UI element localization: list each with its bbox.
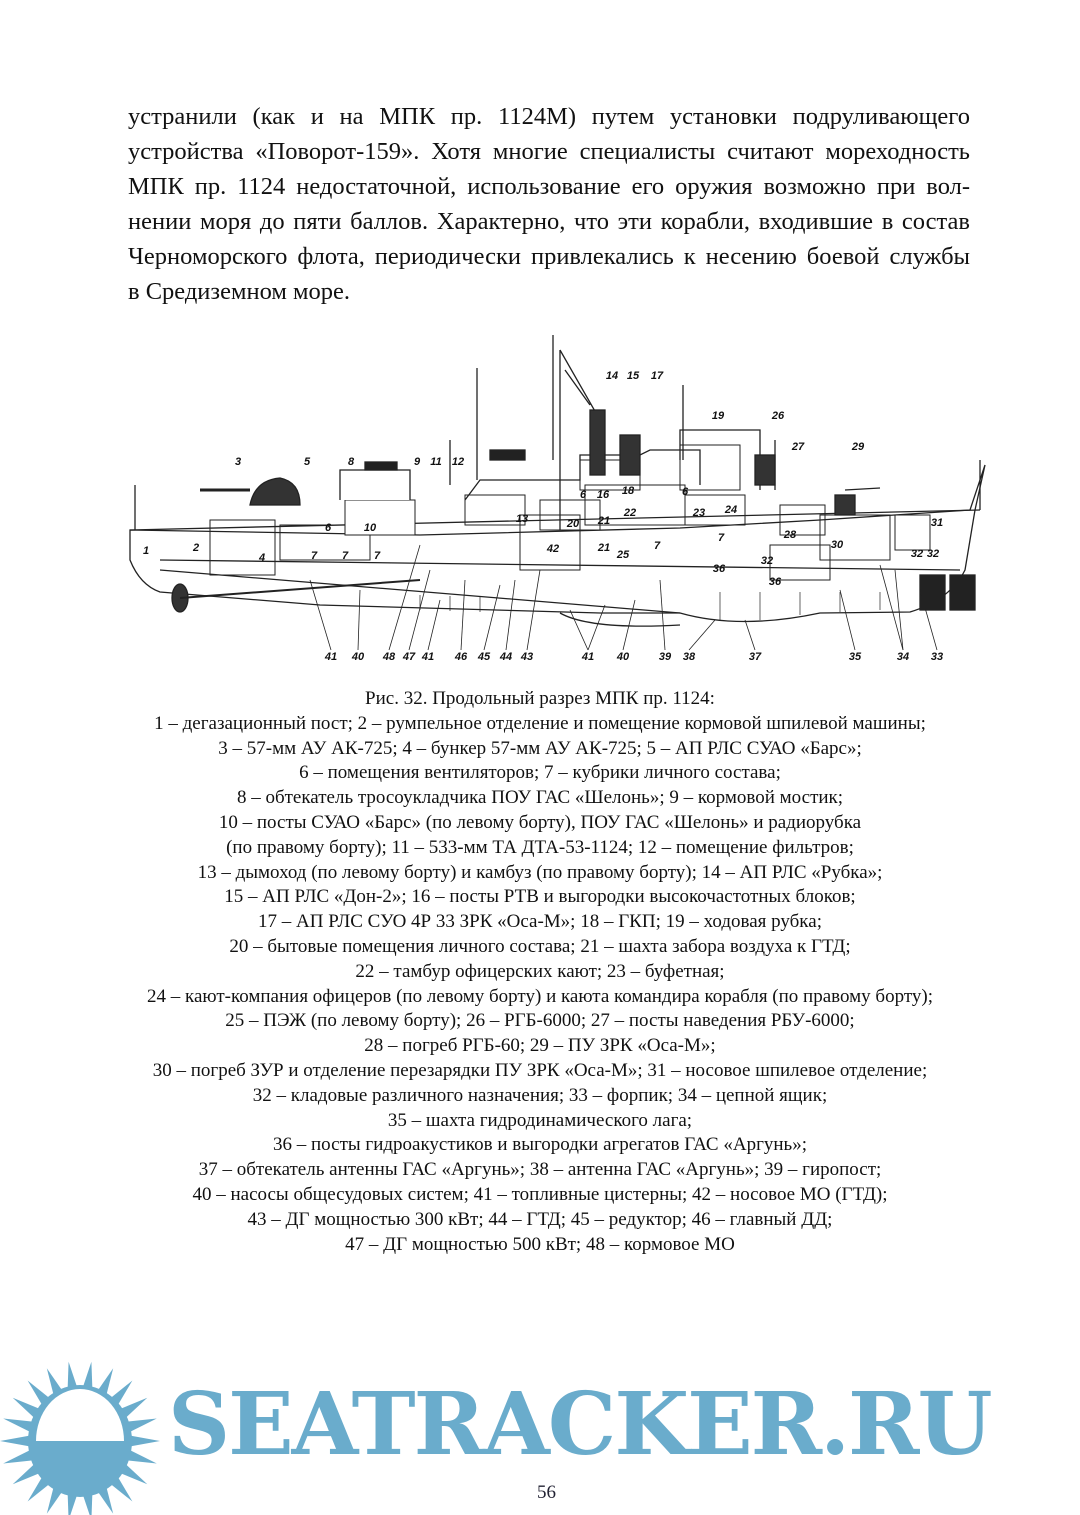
callout-label: 40 <box>616 651 630 663</box>
callout-label: 32 <box>910 548 924 560</box>
paragraph-line: нении моря до пяти баллов. Характерно, что эти корабли, входившие в состав <box>128 208 970 235</box>
paragraph-line: в Средиземном море. <box>128 278 350 305</box>
watermark-text: SEATRACKER.RU <box>168 1374 991 1475</box>
callout-label: 29 <box>851 441 865 453</box>
callout-label: 20 <box>566 518 580 530</box>
callout-label: 36 <box>768 576 782 588</box>
caption-line: 35 – шахта гидродинамического лага; <box>387 1109 693 1131</box>
caption-line: (по правому борту); 11 – 533-мм ТА ДТА-53-1124; 12 – помещение фильтров; <box>226 836 854 858</box>
paragraph-line: устранили (как и на МПК пр. 1124М) путем установки подруливающего <box>128 103 970 130</box>
paragraph-line: Черноморского флота, периодически привлекались к несению боевой службы <box>128 243 970 270</box>
callout-label: 28 <box>783 529 797 541</box>
body-paragraph <box>128 99 970 309</box>
callout-label: 4 <box>258 552 266 564</box>
callout-label: 33 <box>930 651 944 663</box>
caption-line: 32 – кладовые различного назначения; 33 – форпик; 34 – цепной ящик; <box>252 1084 828 1106</box>
caption-line: 36 – посты гидроакустиков и выгородки агрегатов ГАС «Аргунь»; <box>273 1134 807 1156</box>
callout-label: 15 <box>626 370 640 382</box>
callout-label: 30 <box>830 539 844 551</box>
callout-label: 36 <box>712 563 726 575</box>
caption-line: 43 – ДГ мощностью 300 кВт; 44 – ГТД; 45 – редуктор; 46 – главный ДД; <box>247 1208 833 1230</box>
caption-line: 3 – 57-мм АУ АК-725; 4 – бункер 57-мм АУ АК-725; 5 – АП РЛС СУАО «Барс»; <box>218 737 862 759</box>
callout-label: 48 <box>382 651 396 663</box>
callout-label: 21 <box>597 542 611 554</box>
caption-line: 10 – посты СУАО «Барс» (по левому борту), ПОУ ГАС «Шелонь» и радиорубка <box>218 811 862 833</box>
callout-label: 24 <box>724 504 738 516</box>
callout-label: 13 <box>515 513 529 525</box>
callout-label: 41 <box>421 651 435 663</box>
callout-label: 2 <box>192 542 200 554</box>
callout-label: 40 <box>351 651 365 663</box>
paragraph-line: МПК пр. 1124 недостаточной, использование его оружия возможно при вол- <box>128 173 970 200</box>
callout-label: 7 <box>717 532 725 544</box>
callout-label: 9 <box>413 456 421 468</box>
callout-label: 6 <box>324 522 332 534</box>
callout-label: 23 <box>692 507 706 519</box>
callout-label: 42 <box>546 543 560 555</box>
caption-line: 40 – насосы общесудовых систем; 41 – топливные цистерны; 42 – носовое МО (ГТД); <box>192 1183 888 1205</box>
callout-label: 35 <box>848 651 862 663</box>
caption-line: 47 – ДГ мощностью 500 кВт; 48 – кормовое МО <box>345 1233 735 1255</box>
callout-label: 27 <box>791 441 805 453</box>
callout-label: 1 <box>142 545 150 557</box>
callout-label: 26 <box>771 410 785 422</box>
callout-label: 25 <box>616 549 630 561</box>
callout-label: 7 <box>653 540 661 552</box>
caption-line: 28 – погреб РГБ-60; 29 – ПУ ЗРК «Оса-М»; <box>364 1035 716 1057</box>
caption-line: 37 – обтекатель антенны ГАС «Аргунь»; 38 – антенна ГАС «Аргунь»; 39 – гиропост; <box>198 1159 882 1181</box>
paragraph-line: устройства «Поворот-159». Хотя многие специалисты считают мореходность <box>128 138 970 165</box>
callout-label: 43 <box>520 651 534 663</box>
caption-line: 13 – дымоход (по левому борту) и камбуз (по правому борту); 14 – АП РЛС «Рубка»; <box>197 861 883 883</box>
caption-line: 22 – тамбур офицерских кают; 23 – буфетная; <box>355 960 725 982</box>
callout-label: 7 <box>373 550 381 562</box>
page-number: 56 <box>537 1482 556 1503</box>
callout-label: 16 <box>596 489 610 501</box>
caption-line: 17 – АП РЛС СУО 4Р 33 ЗРК «Оса-М»; 18 – ГКП; 19 – ходовая рубка; <box>258 911 822 933</box>
callout-label: 34 <box>896 651 910 663</box>
callout-label: 32 <box>760 555 774 567</box>
callout-label: 41 <box>581 651 595 663</box>
callout-label: 14 <box>605 370 619 382</box>
figure-title: Рис. 32. Продольный разрез МПК пр. 1124: <box>365 688 715 709</box>
callout-label: 12 <box>451 456 465 468</box>
callout-label: 17 <box>650 370 664 382</box>
callout-label: 21 <box>597 515 611 527</box>
caption-line: 25 – ПЭЖ (по левому борту); 26 – РГБ-6000; 27 – посты наведения РБУ-6000; <box>225 1010 855 1032</box>
callout-label: 7 <box>341 550 349 562</box>
callout-label: 46 <box>454 651 468 663</box>
callout-label: 8 <box>347 456 355 468</box>
callout-label: 6 <box>579 489 587 501</box>
callout-label: 39 <box>658 651 672 663</box>
caption-line: 30 – погреб ЗУР и отделение перезарядки ПУ ЗРК «Оса-М»; 31 – носовое шпилевое отделение; <box>152 1059 928 1081</box>
callout-label: 32 <box>926 548 940 560</box>
callout-label: 38 <box>682 651 696 663</box>
callout-label: 19 <box>711 410 725 422</box>
callout-label: 18 <box>621 485 635 497</box>
ship-cross-section-figure <box>120 330 990 670</box>
caption-line: 8 – обтекатель тросоукладчика ПОУ ГАС «Шелонь»; 9 – кормовой мостик; <box>236 787 844 809</box>
callout-label: 11 <box>430 456 442 468</box>
callout-label: 7 <box>310 550 318 562</box>
callout-label: 10 <box>363 522 377 534</box>
ship-drawing <box>120 330 990 670</box>
caption-line: 15 – АП РЛС «Дон-2»; 16 – посты РТВ и выгородки высокочастотных блоков; <box>224 886 856 908</box>
callout-label: 22 <box>623 507 637 519</box>
callout-label: 44 <box>499 651 513 663</box>
callout-label: 37 <box>748 651 762 663</box>
callout-label: 31 <box>930 517 944 529</box>
caption-line: 6 – помещения вентиляторов; 7 – кубрики личного состава; <box>299 762 781 784</box>
callout-label: 3 <box>234 456 242 468</box>
callout-label: 6 <box>681 486 689 498</box>
callout-label: 47 <box>402 651 416 663</box>
caption-line: 24 – кают-компания офицеров (по левому борту) и каюта командира корабля (по правому борту); <box>147 985 933 1007</box>
callout-label: 5 <box>303 456 311 468</box>
callout-label: 45 <box>477 651 491 663</box>
caption-line: 1 – дегазационный пост; 2 – румпельное отделение и помещение кормовой шпилевой машины; <box>154 712 926 734</box>
callout-label: 41 <box>324 651 338 663</box>
caption-line: 20 – бытовые помещения личного состава; 21 – шахта забора воздуха к ГТД; <box>229 935 851 957</box>
figure-caption <box>0 687 1080 1257</box>
